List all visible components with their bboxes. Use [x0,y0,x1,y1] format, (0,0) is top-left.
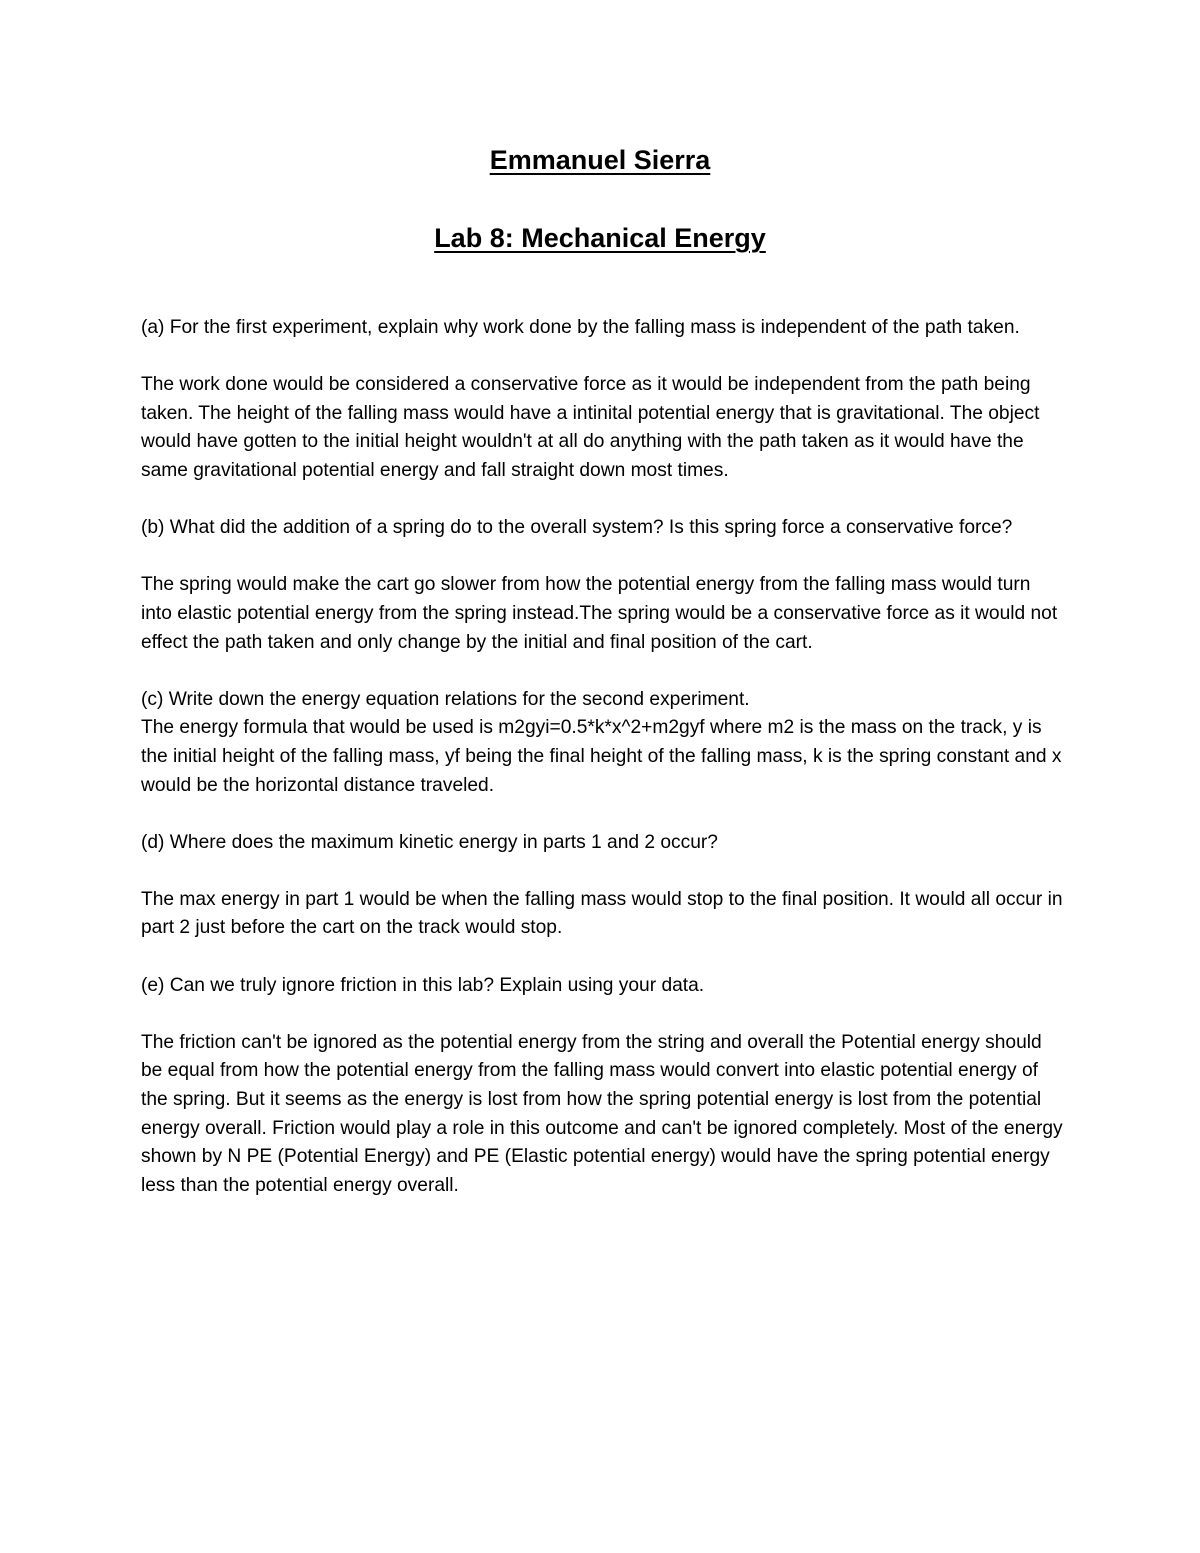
answer-b: The spring would make the cart go slower from how the potential energy from the falling mass would turn into elastic potential energy from the spring instead.The spring would be a conservative force as it would not effect the path taken and only change by the initial and final position of the cart. [141,574,1058,653]
question-a: (a) For the first experiment, explain why work done by the falling mass is independent of the path taken. [141,317,1020,338]
document-body [141,314,1066,1229]
question-d: (d) Where does the maximum kinetic energy in parts 1 and 2 occur? [141,831,718,853]
question-b: (b) What did the addition of a spring do to the overall system? Is this spring force a conservative force? [141,517,1013,539]
answer-d: The max energy in part 1 would be when the falling mass would stop to the final position. It would all occur in part 2 just before the cart on the track would stop. [141,888,1063,939]
question-c: (c) Write down the energy equation relations for the second experiment. [141,688,750,710]
question-e: (e) Can we truly ignore friction in this lab? Explain using your data. [141,974,705,996]
answer-c: The energy formula that would be used is m2gyi=0.5*k*x^2+m2gyf where m2 is the mass on the track, y is the initial height of the falling mass, yf being the final height of the falling mass, k is the spring constant and x would be the horizontal distance traveled. [141,717,1062,796]
answer-a: The work done would be considered a conservative force as it would be independent from the path being taken. The height of the falling mass would have a intinital potential energy that is gravitational. The object would have gotten to the initial height wouldn't at all do anything with the path taken as it would have the same gravitational potential energy and fall straight down most times. [141,374,1040,481]
author-name: Emmanuel Sierra [489,145,711,175]
answer-e: The friction can't be ignored as the potential energy from the string and overall the Potential energy should be equal from how the potential energy from the falling mass would convert into elastic potential energy of the spring. But it seems as the energy is lost from how the spring potential energy is lost from the potential energy overall. Friction would play a role in this outcome and can't be ignored completely. Most of the energy shown by N PE (Potential Energy) and PE (Elastic potential energy) would have the spring potential energy less than the potential energy overall. [141,1031,1063,1196]
document-title: Lab 8: Mechanical Energy [434,223,766,253]
